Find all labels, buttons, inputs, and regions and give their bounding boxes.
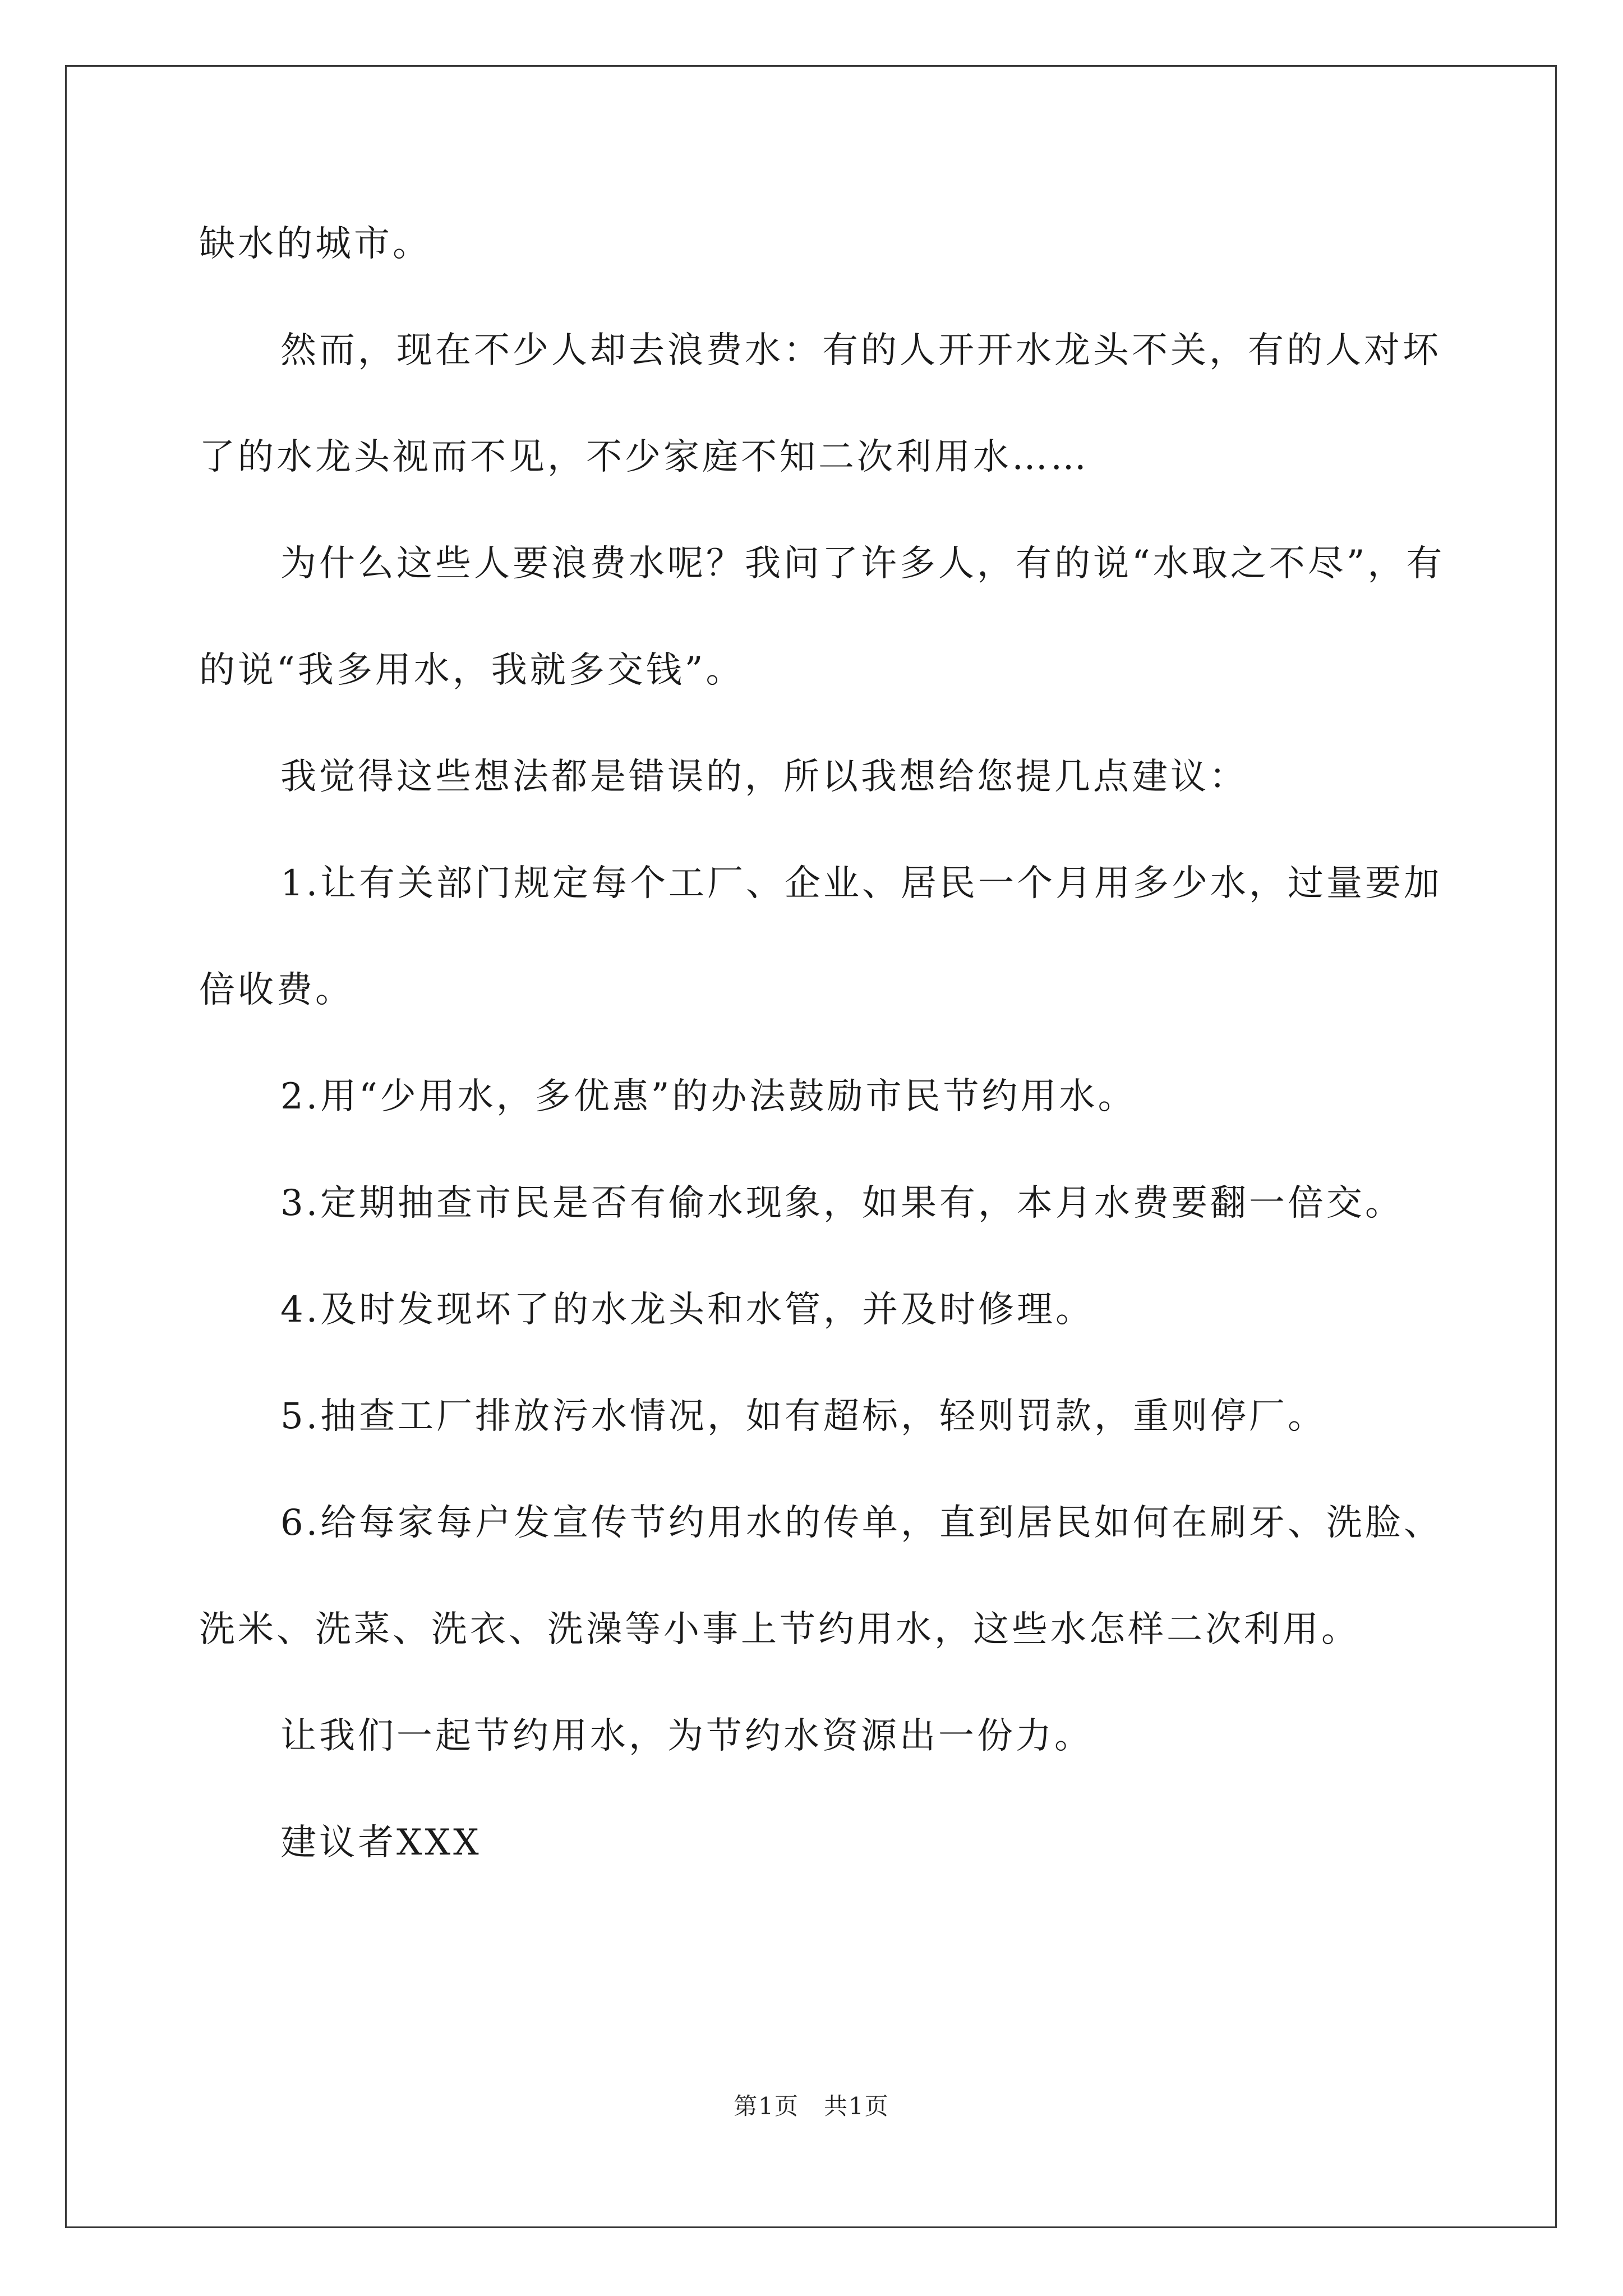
- suggestion-2: 2.用“少用水，多优惠”的办法鼓励市民节约用水。: [280, 1076, 1137, 1117]
- suggestion-1: 1.让有关部门规定每个工厂、企业、居民一个月用多少水，过量要加倍收费。: [199, 863, 1443, 1011]
- document-body: [199, 191, 1455, 1896]
- closing-paragraph: 让我们一起节约用水，为节约水资源出一份力。: [280, 1715, 1093, 1757]
- paragraph-1: 缺水的城市。: [199, 223, 431, 265]
- paragraph-4: 我觉得这些想法都是错误的，所以我想给您提几点建议：: [280, 756, 1248, 798]
- page-number-footer: 第1页 共1页: [734, 2092, 889, 2120]
- suggestion-6: 6.给每家每户发宣传节约用水的传单，直到居民如何在刷牙、洗脸、洗米、洗菜、洗衣、洗澡等小事上节约用水，这些水怎样二次利用。: [199, 1502, 1443, 1650]
- paragraph-3: 为什么这些人要浪费水呢？我问了许多人，有的说“水取之不尽”，有的说“我多用水，我就多交钱”。: [199, 543, 1445, 691]
- signature-line: 建议者XXX: [280, 1822, 482, 1864]
- paragraph-2: 然而，现在不少人却去浪费水：有的人开开水龙头不关，有的人对坏了的水龙头视而不见，不少家庭不知二次利用水……: [199, 330, 1441, 478]
- suggestion-3: 3.定期抽查市民是否有偷水现象，如果有，本月水费要翻一倍交。: [280, 1182, 1404, 1224]
- suggestion-4: 4.及时发现坏了的水龙头和水管，并及时修理。: [280, 1289, 1095, 1331]
- suggestion-5: 5.抽查工厂排放污水情况，如有超标，轻则罚款，重则停厂。: [280, 1396, 1327, 1437]
